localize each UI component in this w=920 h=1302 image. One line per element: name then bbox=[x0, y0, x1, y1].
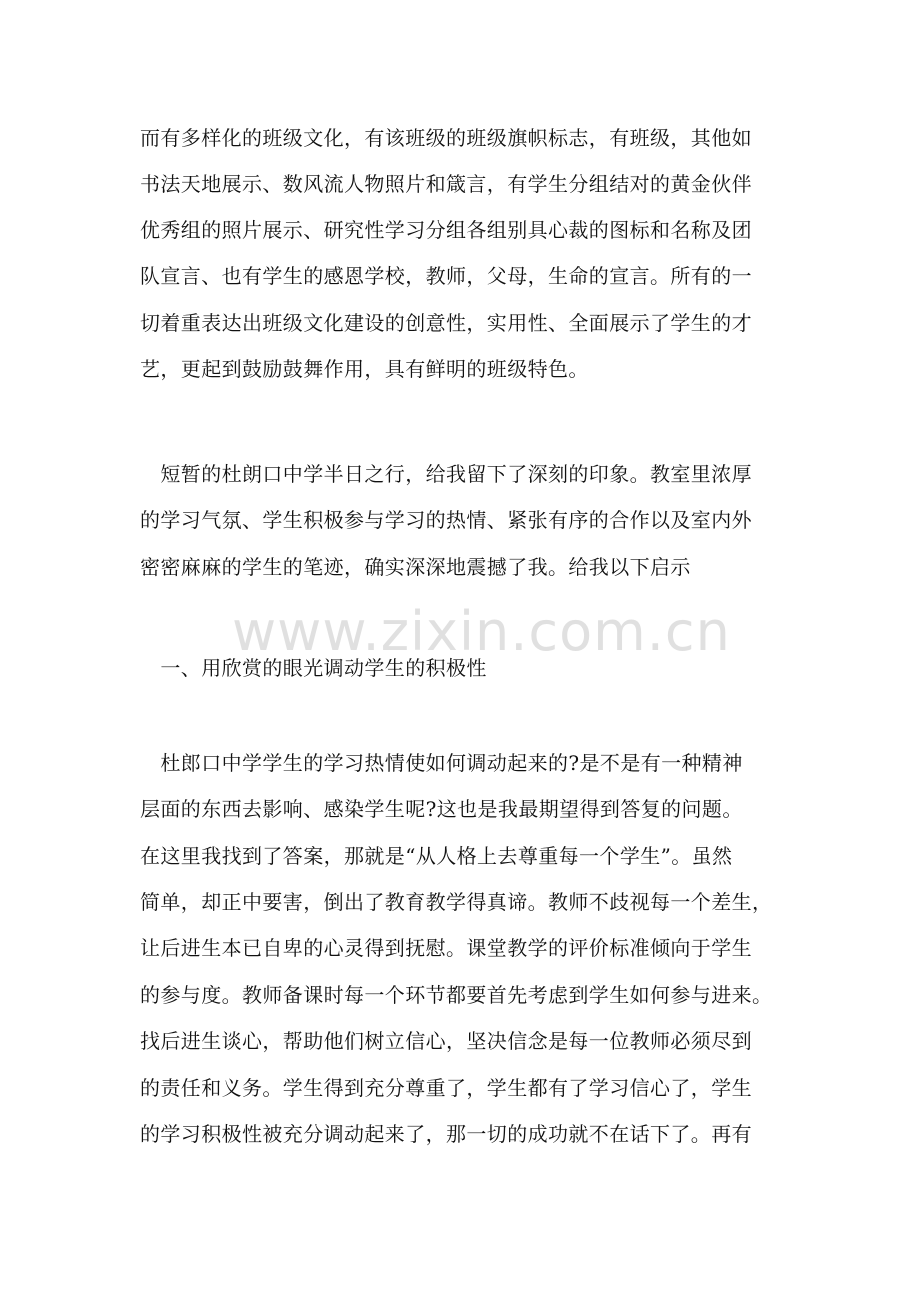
paragraph-1-line-5: 切着重表达出班级文化建设的创意性，实用性、全面展示了学生的才 bbox=[140, 311, 752, 335]
paragraph-2-line-3: 密密麻麻的学生的笔迹，确实深深地震撼了我。给我以下启示 bbox=[140, 555, 691, 579]
paragraph-3-line-3: 在这里我找到了答案，那就是“从人格上去尊重每一个学生”。虽然 bbox=[140, 844, 733, 868]
watermark: www.zixin.com.cn bbox=[232, 600, 731, 663]
paragraph-3-line-8: 的责任和义务。学生得到充分尊重了，学生都有了学习信心了，学生 bbox=[140, 1076, 752, 1100]
section-heading: 一、用欣赏的眼光调动学生的积极性 bbox=[140, 656, 487, 680]
paragraph-3-line-7: 找后进生谈心，帮助他们树立信心，坚决信念是每一位教师必须尽到 bbox=[140, 1029, 752, 1053]
paragraph-2-line-2: 的学习气氛、学生积极参与学习的热情、紧张有序的合作以及室内外 bbox=[140, 508, 752, 532]
paragraph-1-line-4: 队宣言、也有学生的感恩学校，教师，父母，生命的宣言。所有的一 bbox=[140, 264, 752, 288]
paragraph-1-line-6: 艺，更起到鼓励鼓舞作用，具有鲜明的班级特色。 bbox=[140, 357, 589, 381]
paragraph-3-line-4: 简单，却正中要害，倒出了教育教学得真谛。教师不歧视每一个差生， bbox=[140, 890, 773, 914]
paragraph-2-line-1: 短暂的杜朗口中学半日之行，给我留下了深刻的印象。教室里浓厚 bbox=[140, 462, 752, 486]
paragraph-3-line-5: 让后进生本已自卑的心灵得到抚慰。课堂教学的评价标准倾向于学生 bbox=[140, 936, 752, 960]
paragraph-3-line-9: 的学习积极性被充分调动起来了，那一切的成功就不在话下了。再有 bbox=[140, 1122, 752, 1146]
paragraph-1-line-1: 而有多样化的班级文化，有该班级的班级旗帜标志，有班级，其他如 bbox=[140, 126, 752, 150]
paragraph-3-line-1: 杜郎口中学学生的学习热情使如何调动起来的?是不是有一种精神 bbox=[140, 751, 743, 775]
paragraph-3-line-2: 层面的东西去影响、感染学生呢?这也是我最期望得到答复的问题。 bbox=[140, 797, 743, 821]
paragraph-3-line-6: 的参与度。教师备课时每一个环节都要首先考虑到学生如何参与进来。 bbox=[140, 983, 773, 1007]
paragraph-1-line-3: 优秀组的照片展示、研究性学习分组各组别具心裁的图标和名称及团 bbox=[140, 218, 752, 242]
paragraph-1-line-2: 书法天地展示、数风流人物照片和箴言，有学生分组结对的黄金伙伴 bbox=[140, 172, 752, 196]
